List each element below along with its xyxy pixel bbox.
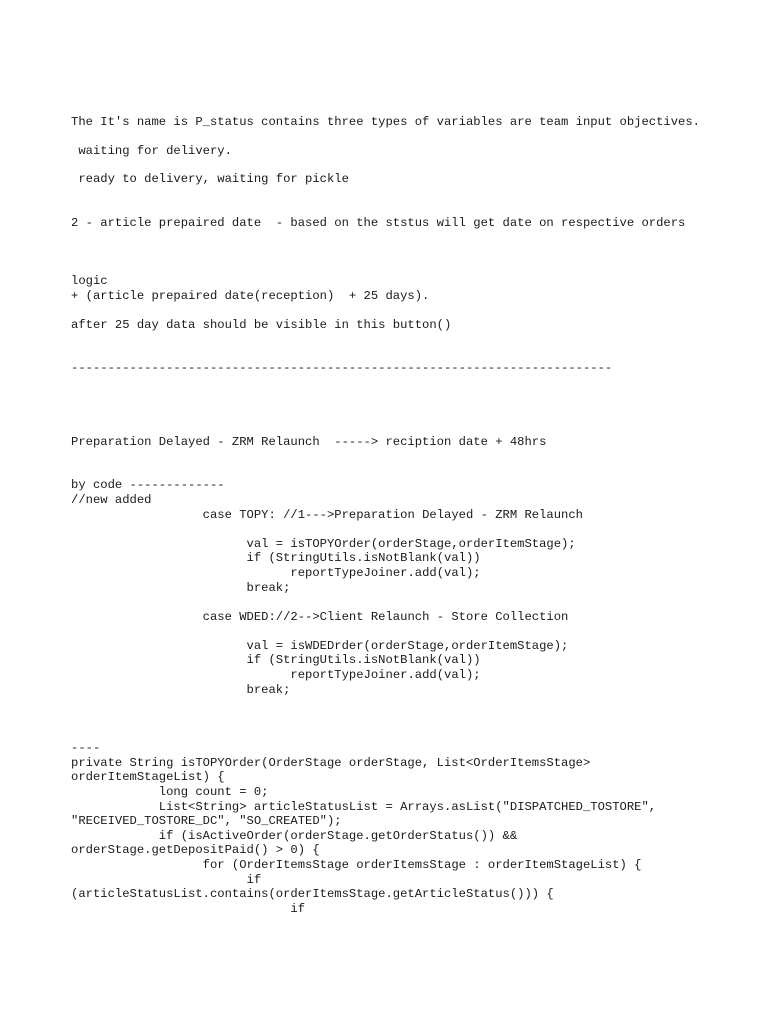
code-block-istopyorder: private String isTOPYOrder(OrderStage orderStage, List<OrderItemsStage> orderItemStageList) { long count = 0; List<String> articleStatusList = Arrays.asList("DISPATCHED_TOSTORE", "RECEIVED_TOSTORE_DC", "SO_CREATED"); if (isActiveOrder(orderStage.getOrderStatus()) && orderStage.getDepositPaid() > 0) { for (OrderItemsStage orderItemsStage : orderItemStageList) { if (articleStatusList.contains(orderItemsStage.getArticleStatus())) { if (71, 755, 657, 916)
document-page (71, 115, 711, 916)
status-waiting-delivery: waiting for delivery. (71, 143, 232, 158)
by-code-heading: by code ------------- (71, 478, 225, 493)
section-separator: -------------------------------------------------------------------------- (71, 361, 613, 376)
delay-rule: Preparation Delayed - ZRM Relaunch -----> reciption date + 48hrs (71, 434, 547, 449)
intro-paragraph: The It's name is P_status contains three types of variables are team input objectives. (71, 115, 700, 129)
code-separator: ---- (71, 741, 101, 756)
code-block-switch-cases: //new added case TOPY: //1--->Preparation Delayed - ZRM Relaunch val = isTOPYOrder(orderStage,orderItemStage); if (StringUtils.isNotBlank(val)) reportTypeJoiner.add(val); break; case WDED://2-->Client Relaunch - Store Collection val = isWDEDrder(orderStage,orderItemStage); if (StringUtils.isNotBlank(val)) reportTypeJoiner.add(val); break; (71, 492, 583, 697)
article-prepared-date-paragraph: 2 - article prepaired date - based on the ststus will get date on respective orders (71, 215, 686, 230)
logic-formula: + (article prepaired date(reception) + 25 days). (71, 288, 430, 303)
logic-heading: logic (71, 274, 108, 289)
status-ready-delivery: ready to delivery, waiting for pickle (71, 172, 349, 187)
logic-note: after 25 day data should be visible in this button() (71, 317, 452, 332)
